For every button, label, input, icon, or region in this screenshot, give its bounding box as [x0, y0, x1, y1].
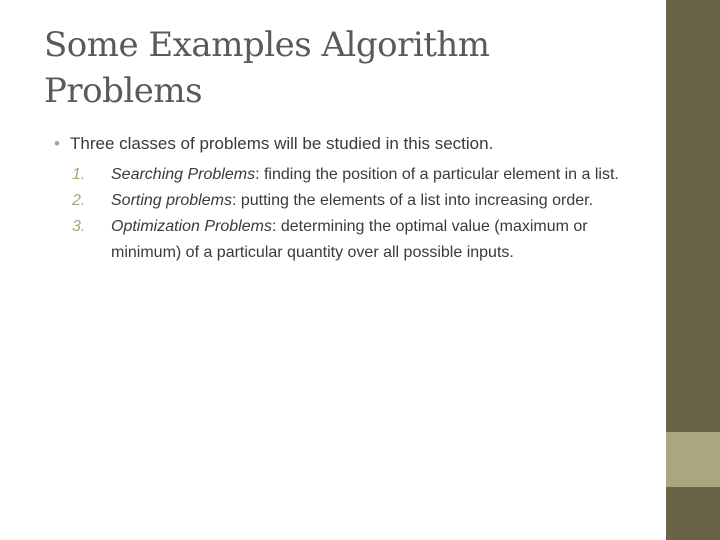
right-accent-block: [666, 432, 720, 487]
list-description: : finding the position of a particular element in a list.: [255, 166, 619, 183]
list-term: Searching Problems: [111, 166, 256, 183]
slide-title: [44, 22, 644, 114]
bullet-marker: •: [54, 134, 60, 153]
bullet-item: [54, 132, 654, 156]
list-term: Sorting problems: [111, 192, 232, 209]
list-number: 1.: [72, 166, 86, 183]
list-item: [54, 162, 654, 188]
list-number: 2.: [72, 192, 86, 209]
bullet-text: Three classes of problems will be studied in this section.: [70, 134, 494, 153]
list-item: [54, 214, 654, 266]
list-number: 3.: [72, 218, 86, 235]
list-description: : putting the elements of a list into increasing order.: [231, 192, 594, 209]
numbered-list: [54, 162, 654, 266]
slide-content: [54, 132, 654, 266]
list-item: [54, 188, 654, 214]
list-term: Optimization Problems: [111, 218, 272, 235]
title-line-2: Problems: [44, 71, 203, 111]
list-description: : determining the optimal value (maximum or minimum) of a particular quantity over all possible inputs.: [111, 218, 588, 261]
title-line-1: Some Examples Algorithm: [44, 25, 490, 65]
